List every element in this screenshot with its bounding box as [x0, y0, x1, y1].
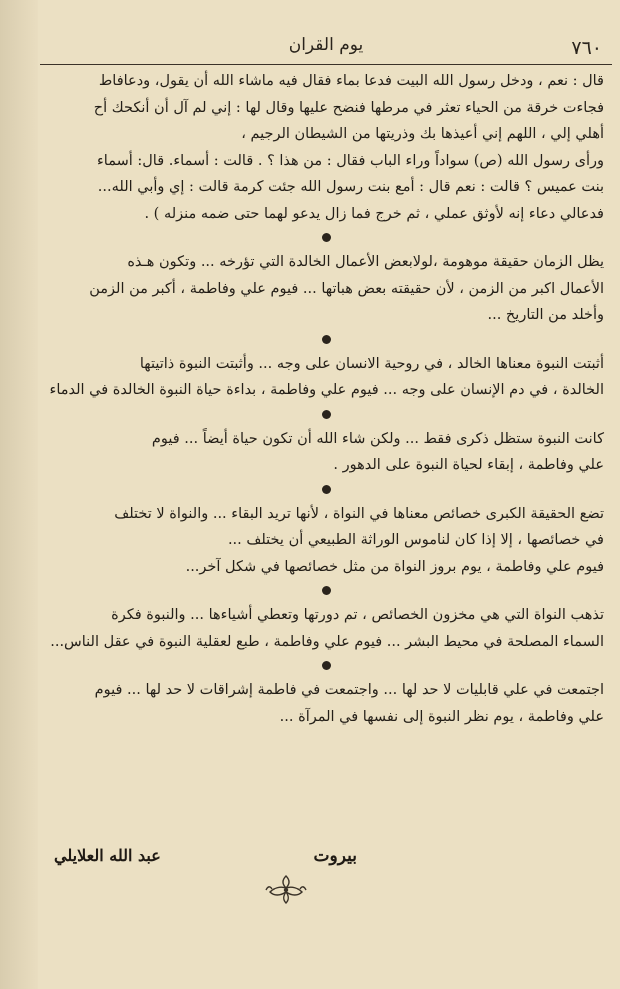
text-line: تذهب النواة التي هي مخزون الخصائص ، تم دورتها وتعطي أشياءها ... والنبوة فكرة	[111, 607, 604, 623]
section-divider-dot	[322, 485, 331, 494]
text-line: الأعمال اكبر من الزمن ، لأن حقيقته بعض هباتها ... فيوم علي وفاطمة ، أكبر من الزمن	[89, 280, 604, 297]
running-title: يوم القران	[288, 35, 364, 55]
page-number: ٧٦٠	[571, 37, 602, 59]
text-line: فجاءت خرقة من الحياء تعثر في مرطها فنضح عليها وقال لها : إني لم آل أن أنكحك أح	[93, 99, 604, 116]
section-divider-dot	[322, 335, 331, 344]
signature-city: بيروت	[313, 846, 357, 866]
paragraph	[40, 68, 612, 148]
text-line: أهلي إلي ، اللهم إني أعيذها بك وذريتها من الشيطان الرجيم ،	[241, 126, 604, 142]
text-line: الخالدة ، في دم الإنسان على وجه ... فيوم علي وفاطمة ، بداءة حياة النبوة الخالدة في الدماء	[49, 382, 604, 398]
paragraph	[40, 602, 612, 655]
text-line: كانت النبوة ستظل ذكرى فقط ... ولكن شاء الله أن تكون حياة أيضاً ... فيوم	[151, 430, 604, 447]
floral-ornament-icon	[262, 872, 310, 906]
paragraph	[40, 351, 612, 404]
text-line: قال : نعم ، ودخل رسول الله البيت فدعا بماء فقال فيه ماشاء الله أن يقول، ودعافاط	[98, 73, 604, 89]
paragraph	[40, 501, 612, 554]
paragraph	[40, 677, 612, 730]
paragraph	[40, 249, 612, 329]
page-body	[40, 68, 612, 730]
text-line: ورأى رسول الله (ص) سواداً وراء الباب فقال : من هذا ؟ . قالت : أسماء. قال: أسماء	[96, 152, 604, 169]
paragraph	[40, 426, 612, 479]
header-rule	[40, 64, 612, 65]
text-line: يظل الزمان حقيقة موهومة ،لولابعض الأعمال الخالدة التي تؤرخه ... وتكون هـذه	[127, 254, 604, 270]
text-line: فدعالي دعاء إنه لأوثق عملي ، ثم خرج فما زال يدعو لهما حتى ضمه منزله ) .	[144, 205, 604, 222]
section-divider-dot	[322, 410, 331, 419]
paragraph	[40, 554, 612, 581]
section-divider-dot	[322, 586, 331, 595]
text-line: بنت عميس ؟ قالت : نعم قال : أمع بنت رسول الله جئت كرمة قالت : إي وأبي الله...	[97, 179, 604, 195]
section-divider-dot	[322, 661, 331, 670]
signature-author: عبد الله العلايلي	[54, 846, 161, 865]
text-line: علي وفاطمة ، يوم نظر النبوة إلى نفسها في المرآة ...	[279, 708, 604, 725]
text-line: أثبتت النبوة معناها الخالد ، في روحية الانسان على وجه ... وأثبتت النبوة ذاتيتها	[139, 355, 604, 372]
page-header	[40, 34, 612, 64]
text-line: تضع الحقيقة الكبرى خصائص معناها في النواة ، لأنها تريد البقاء ... والنواة لا تختلف	[114, 505, 604, 522]
page-gutter-shadow	[0, 0, 38, 989]
text-line: علي وفاطمة ، إبقاء لحياة النبوة على الدهور .	[333, 457, 604, 473]
text-line: اجتمعت في علي قابليات لا حد لها ... واجتمعت في فاطمة إشراقات لا حد لها ... فيوم	[94, 682, 604, 698]
section-divider-dot	[322, 233, 331, 242]
signature-block	[40, 842, 612, 882]
text-line: في خصائصها ، إلا إذا كان لناموس الوراثة الطبيعي أن يختلف ...	[227, 532, 604, 548]
paragraph	[40, 148, 612, 228]
text-line: فيوم علي وفاطمة ، يوم بروز النواة من مثل خصائصها في شكل آخر...	[185, 558, 604, 575]
text-line: وأخلد من التاريخ ...	[487, 307, 604, 323]
text-line: السماء المصلحة في محيط البشر ... فيوم علي وفاطمة ، طبع لعقلية النبوة في عقل الناس...	[50, 633, 604, 650]
